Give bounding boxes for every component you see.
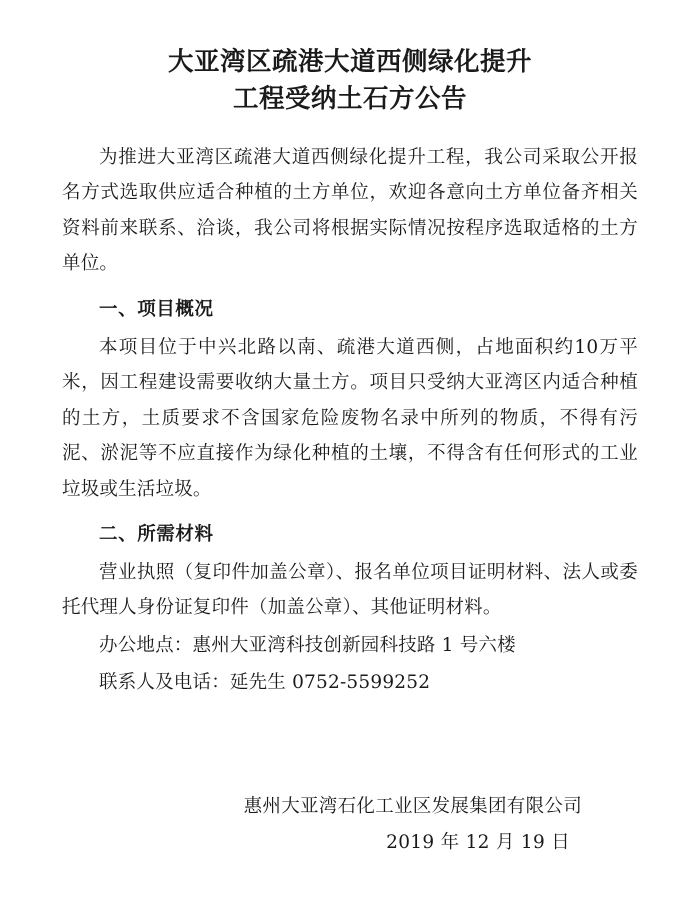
section-heading-1: 一、项目概况 <box>99 299 214 320</box>
document-body <box>62 140 638 861</box>
section-body-2: 营业执照（复印件加盖公章）、报名单位项目证明材料、法人或委托代理人身份证复印件（加盖公章）、其他证明材料。 <box>62 561 638 619</box>
section-body-1: 本项目位于中兴北路以南、疏港大道西侧，占地面积约10万平米，因工程建设需要收纳大量土方。项目只受纳大亚湾区内适合种植的土方，土质要求不含国家危险废物名录中所列的物质，不得有污泥、淤泥等不应直接作为绿化种植的土壤，不得含有任何形式的工业垃圾或生活垃圾。 <box>62 336 638 500</box>
page-title-line-1: 大亚湾区疏港大道西侧绿化提升 <box>167 47 532 77</box>
signature-spacer <box>62 703 638 789</box>
office-address: 办公地点：惠州大亚湾科技创新园科技路 1 号六楼 <box>99 634 516 656</box>
signature-block <box>62 789 638 861</box>
intro-paragraph: 为推进大亚湾区疏港大道西侧绿化提升工程，我公司采取公开报名方式选取供应适合种植的土方单位，欢迎各意向土方单位备齐相关资料前来联系、洽谈，我公司将根据实际情况按程序选取适格的土方单位。 <box>62 146 638 275</box>
section-heading-2: 二、所需材料 <box>99 524 214 546</box>
signature-organization: 惠州大亚湾石化工业区发展集团有限公司 <box>243 795 582 817</box>
page-title-line-2: 工程受纳土石方公告 <box>232 83 467 114</box>
signature-date: 2019 年 12 月 19 日 <box>386 831 570 853</box>
page-title <box>62 44 638 118</box>
contact-phone: 联系人及电话：延先生 0752-5599252 <box>99 672 431 694</box>
